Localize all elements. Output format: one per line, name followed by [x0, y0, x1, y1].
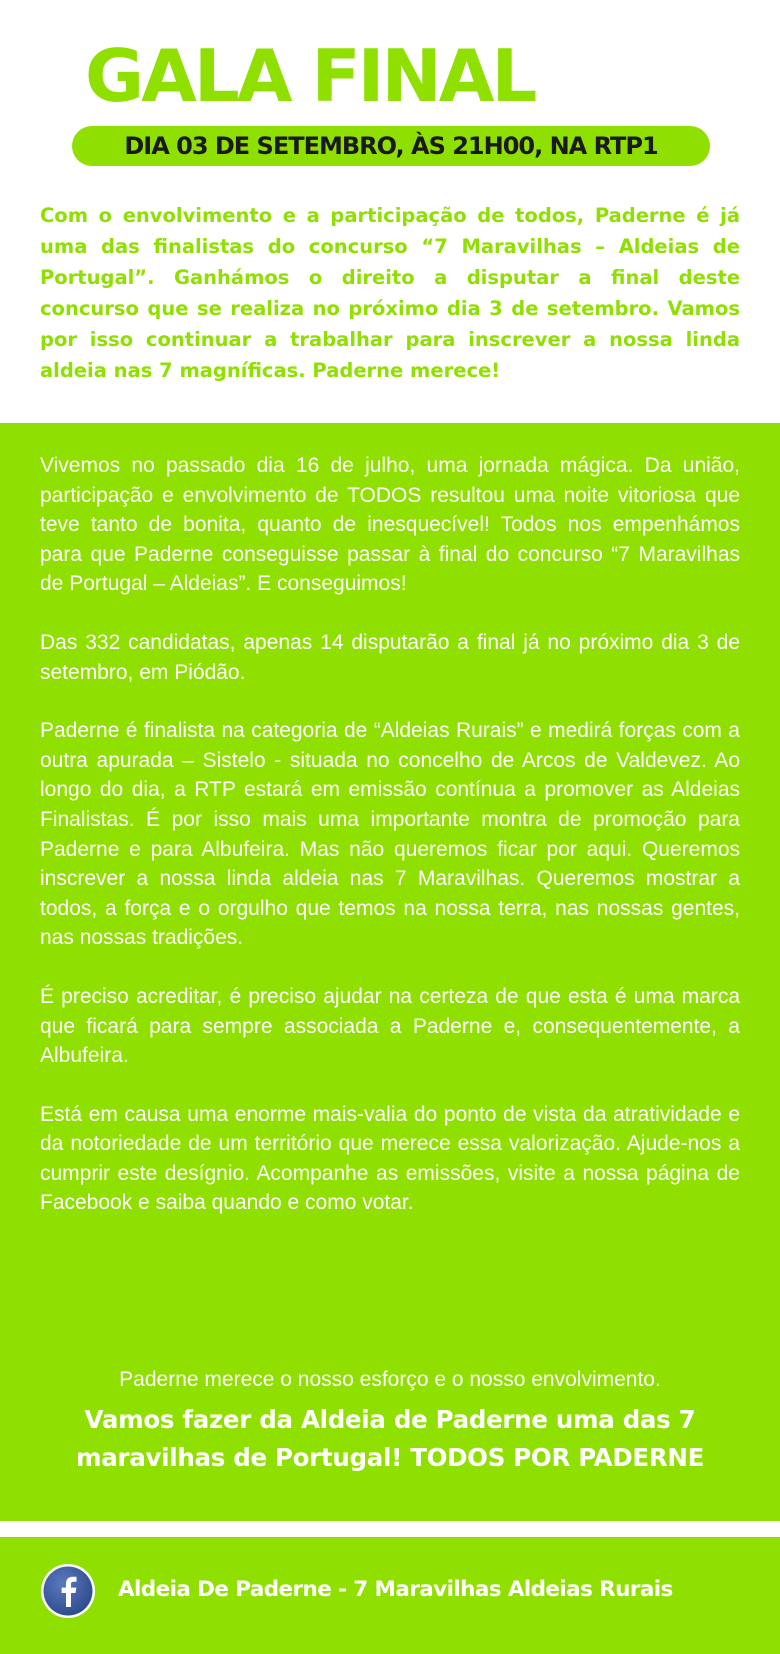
body-paragraph: Paderne é finalista na categoria de “Aldeias Rurais” e medirá forças com a outra apurada – Sistelo - situada no concelho de Arcos de Valdevez. Ao longo do dia, a RTP estará em emissão contínua a promover as Aldeias Finalistas. É por isso mais uma importante montra de promoção para Paderne e para Albufeira. Mas não queremos ficar por aqui. Queremos inscrever a nossa linda aldeia nas 7 Maravilhas. Queremos mostrar a todos, a força e o orgulho que temos na nossa terra, nas nossas gentes, nas nossas tradições.: [40, 719, 740, 950]
body-paragraph: Está em causa uma enorme mais-valia do ponto de vista da atratividade e da notoriedade de um território que merece essa valorização. Ajude-nos a cumprir este desígnio. Acompanhe as emissões, visite a nossa página de Facebook e saiba quando e como votar.: [40, 1102, 740, 1215]
facebook-page-label[interactable]: Aldeia De Paderne - 7 Maravilhas Aldeias Rurais: [118, 1577, 673, 1602]
facebook-icon[interactable]: [40, 1563, 96, 1619]
page-title: GALA FINAL: [85, 34, 535, 118]
body-paragraph: Das 332 candidatas, apenas 14 disputarão a final já no próximo dia 3 de setembro, em Piódão.: [40, 630, 740, 684]
main-content-section: [0, 423, 780, 1521]
body-text: [40, 451, 740, 1247]
intro-paragraph: Com o envolvimento e a participação de todos, Paderne é já uma das finalistas do concurso “7 Maravilhas – Aldeias de Portugal”. Ganhámos o direito a disputar a final deste concurso que se realiza no próximo dia 3 de setembro. Vamos por isso continuar a trabalhar para inscrever a nossa linda aldeia nas 7 magníficas. Paderne merece!: [40, 204, 740, 382]
body-paragraph: Vivemos no passado dia 16 de julho, uma jornada mágica. Da união, participação e envolvimento de TODOS resultou uma noite vitoriosa que teve tanto de bonita, quanto de inesquecível! Todos nos empenhámos para que Paderne conseguisse passar à final do concurso “7 Maravilhas de Portugal – Aldeias”. E conseguimos!: [40, 454, 740, 596]
body-paragraph: É preciso acreditar, é preciso ajudar na certeza de que esta é uma marca que ficará para sempre associada a Paderne e, consequentemente, a Albufeira.: [40, 984, 740, 1068]
closing-message: [20, 1365, 760, 1477]
closing-line: Paderne merece o nosso esforço e o nosso envolvimento.: [119, 1368, 661, 1391]
header-section: [0, 0, 780, 423]
date-banner: [72, 126, 710, 166]
closing-slogan: Vamos fazer da Aldeia de Paderne uma das 7 maravilhas de Portugal! TODOS POR PADERNE: [75, 1405, 704, 1472]
date-banner-text: DIA 03 DE SETEMBRO, ÀS 21H00, NA RTP1: [124, 132, 658, 160]
footer-bar: [0, 1537, 780, 1654]
